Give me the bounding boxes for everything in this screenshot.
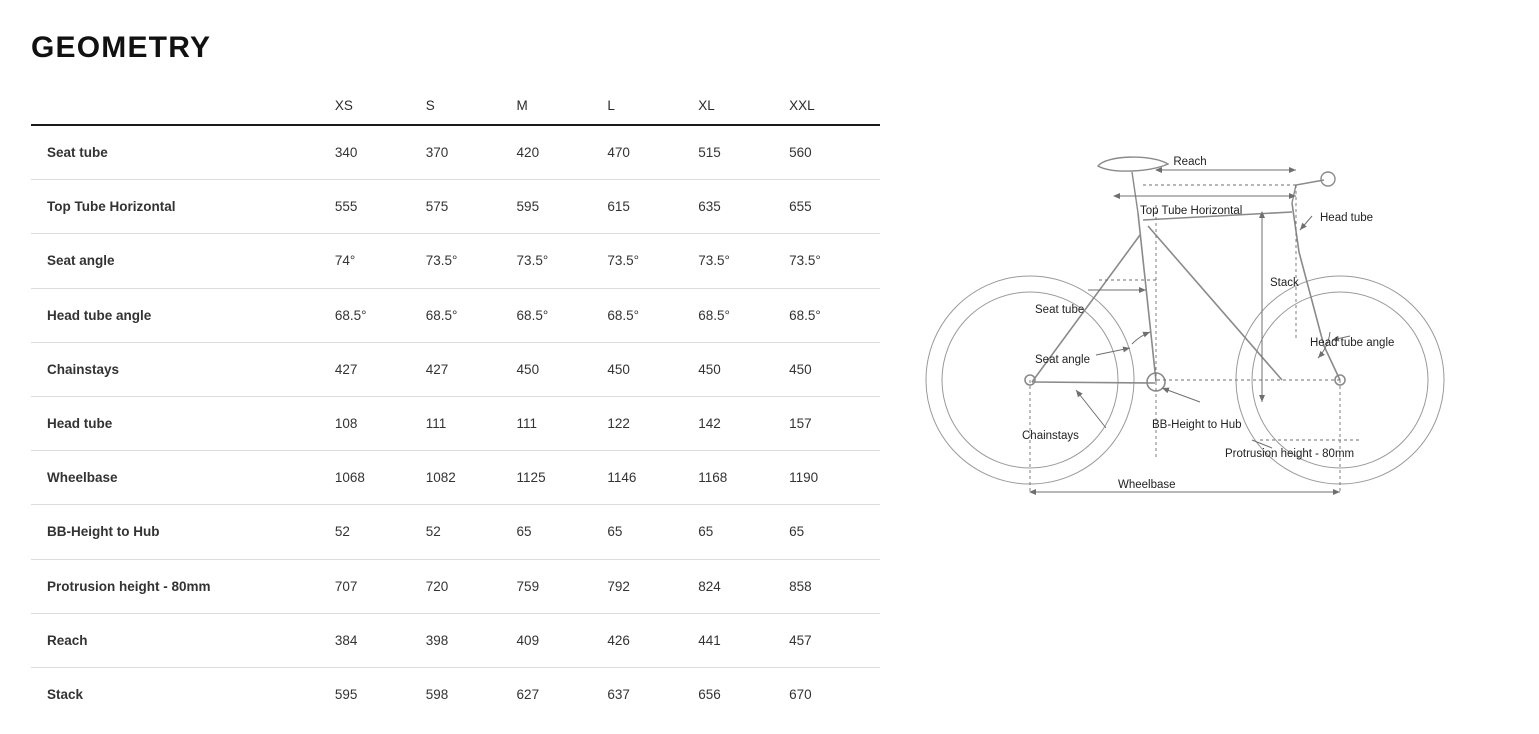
- row-label: Seat angle: [31, 234, 335, 288]
- cell-s: 598: [425, 686, 449, 702]
- table-row: [31, 288, 880, 342]
- label-reach: Reach: [1173, 156, 1207, 168]
- table-row: [31, 342, 880, 396]
- diagram-labels: [1022, 156, 1394, 491]
- cell-m: 595: [517, 180, 608, 234]
- cell-l: 68.5°: [607, 288, 698, 342]
- cell-m: 1125: [517, 451, 608, 505]
- table-row: [31, 667, 880, 721]
- label-seat-tube: Seat tube: [1035, 304, 1085, 316]
- cell-xxl: 670: [789, 686, 812, 702]
- table-row: [31, 559, 880, 613]
- table-row: [31, 451, 880, 505]
- cell-xxl: 68.5°: [789, 288, 880, 342]
- column-header-xs: XS: [335, 86, 426, 125]
- cell-xs: 68.5°: [335, 288, 426, 342]
- row-label: Head tube: [31, 396, 335, 450]
- label-seat-angle: Seat angle: [1035, 354, 1090, 366]
- cell-xs: 1068: [335, 451, 426, 505]
- cell-m: 450: [517, 342, 608, 396]
- cell-s: 52: [426, 505, 517, 559]
- cell-l: 426: [607, 613, 698, 667]
- cell-l: 450: [607, 342, 698, 396]
- row-label: Protrusion height - 80mm: [31, 559, 335, 613]
- cell-l: 792: [607, 559, 698, 613]
- page-title: GEOMETRY: [31, 31, 212, 64]
- cell-xxl: 73.5°: [789, 234, 880, 288]
- label-top-tube-horizontal: Top Tube Horizontal: [1140, 205, 1243, 217]
- cell-m: 65: [517, 505, 608, 559]
- cell-xl: 635: [698, 180, 789, 234]
- cell-xxl: 65: [789, 505, 880, 559]
- cell-xl: 515: [698, 125, 789, 180]
- column-header-xl: XL: [698, 86, 789, 125]
- label-bb-height-to-hub: BB-Height to Hub: [1152, 419, 1242, 431]
- cell-xs: 340: [335, 125, 426, 180]
- cell-xxl: 858: [789, 559, 880, 613]
- cell-m: 68.5°: [517, 288, 608, 342]
- label-stack: Stack: [1270, 277, 1299, 289]
- geometry-table: [31, 86, 880, 721]
- column-header-xxl: XXL: [789, 86, 880, 125]
- cell-xs: 707: [335, 559, 426, 613]
- cell-xxl: 560: [789, 125, 880, 180]
- cell-l: 122: [607, 396, 698, 450]
- cell-xs: 52: [335, 505, 426, 559]
- column-header-s: S: [426, 86, 517, 125]
- cell-xxl: 450: [789, 342, 880, 396]
- cell-xl: 68.5°: [698, 288, 789, 342]
- cell-s: 720: [426, 559, 517, 613]
- cell-xl: 65: [698, 505, 789, 559]
- cell-s: 111: [426, 396, 517, 450]
- cell-s: 398: [426, 613, 517, 667]
- table-row: [31, 613, 880, 667]
- cell-l: 1146: [607, 451, 698, 505]
- label-wheelbase: Wheelbase: [1118, 479, 1176, 491]
- dimension-arrows: [1030, 170, 1350, 492]
- cell-l: 73.5°: [607, 234, 698, 288]
- row-label: Wheelbase: [31, 451, 335, 505]
- cell-xl: 450: [698, 342, 789, 396]
- table-row: [31, 505, 880, 559]
- cell-xl: 142: [698, 396, 789, 450]
- cell-xl: 73.5°: [698, 234, 789, 288]
- row-label: Chainstays: [31, 342, 335, 396]
- row-label: Stack: [47, 686, 84, 702]
- wheels-group: [926, 276, 1444, 484]
- cell-s: 370: [426, 125, 517, 180]
- cell-xs: 555: [335, 180, 426, 234]
- cell-xxl: 655: [789, 180, 880, 234]
- cell-m: 73.5°: [517, 234, 608, 288]
- bicycle-geometry-diagram: [900, 140, 1520, 560]
- cell-xxl: 157: [789, 396, 880, 450]
- cell-xs: 74°: [335, 234, 426, 288]
- cell-s: 575: [426, 180, 517, 234]
- cell-xs: 384: [335, 613, 426, 667]
- cell-xs: 595: [334, 686, 358, 702]
- cell-m: 111: [517, 396, 608, 450]
- cell-s: 73.5°: [426, 234, 517, 288]
- column-header-l: L: [607, 86, 698, 125]
- cell-xl: 1168: [698, 451, 789, 505]
- label-chainstays: Chainstays: [1022, 430, 1079, 442]
- cell-l: 615: [607, 180, 698, 234]
- row-label: Reach: [31, 613, 335, 667]
- label-head-tube: Head tube: [1320, 212, 1374, 224]
- cell-l: 637: [607, 686, 630, 702]
- row-label: Seat tube: [31, 125, 335, 180]
- table-row: [31, 396, 880, 450]
- row-label: Head tube angle: [31, 288, 335, 342]
- row-label: Top Tube Horizontal: [31, 180, 335, 234]
- table-row: [31, 125, 880, 180]
- row-label: BB-Height to Hub: [31, 505, 335, 559]
- cell-xxl: 1190: [789, 451, 880, 505]
- cell-s: 68.5°: [426, 288, 517, 342]
- cell-l: 470: [607, 125, 698, 180]
- cell-m: 627: [516, 686, 540, 702]
- cell-xxl: 457: [789, 613, 880, 667]
- table-row: [31, 234, 880, 288]
- table-body: [31, 125, 880, 721]
- cell-xs: 108: [335, 396, 426, 450]
- column-header-m: M: [517, 86, 608, 125]
- cell-l: 65: [607, 505, 698, 559]
- cell-xl: 656: [698, 686, 721, 702]
- table-row: [31, 180, 880, 234]
- cell-xs: 427: [335, 342, 426, 396]
- cell-m: 759: [517, 559, 608, 613]
- table-header: [31, 86, 880, 125]
- cell-xl: 824: [698, 559, 789, 613]
- cell-m: 409: [517, 613, 608, 667]
- cell-s: 427: [426, 342, 517, 396]
- label-protrusion-height: Protrusion height - 80mm: [1225, 448, 1355, 460]
- cell-xl: 441: [698, 613, 789, 667]
- cell-m: 420: [517, 125, 608, 180]
- cell-s: 1082: [426, 451, 517, 505]
- table-header-row: [31, 86, 880, 125]
- label-head-tube-angle: Head tube angle: [1310, 337, 1395, 349]
- column-header-measure: [31, 86, 335, 125]
